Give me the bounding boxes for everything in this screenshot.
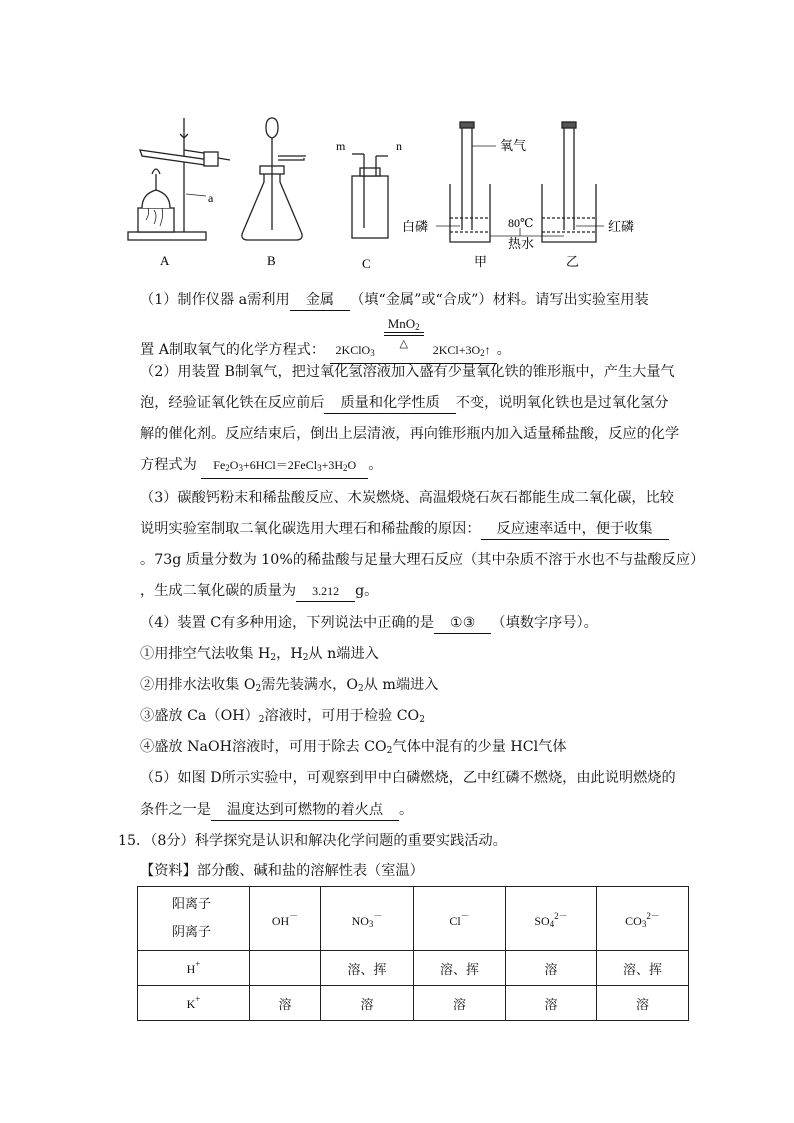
q2-line1: （2）用装置 B制氧气，把过氧化氢溶液加入盛有少量氧化铁的锥形瓶中，产生大量气 xyxy=(140,364,675,380)
table-cell: 溶、挥 xyxy=(597,951,689,986)
q5-answer: 温度达到可燃物的着火点 xyxy=(211,800,399,821)
table-cell: 溶 xyxy=(321,986,414,1021)
label-B: B xyxy=(267,253,276,268)
table-cell: 溶 xyxy=(597,986,689,1021)
apparatus-figure xyxy=(120,110,650,270)
anion-Cl: Cl－ xyxy=(414,887,506,951)
q2-line3: 解的催化剂。反应结束后，倒出上层清液，再向锥形瓶内加入适量稀盐酸，反应的化学 xyxy=(140,426,680,442)
q3-line3: 。73g 质量分数为 10%的稀盐酸与足量大理石反应（其中杂质不溶于水也不与盐酸反应） xyxy=(140,552,705,568)
q4-option-3: ③盛放 $Ca(OH)_2$溶液时，可用于检验 $CO_2$ xyxy=(140,708,425,725)
label-A: A xyxy=(160,253,170,268)
heat-symbol: △ xyxy=(399,338,408,350)
q1-answer-material: 金属 xyxy=(290,290,350,311)
q3-line4: ，生成二氧化碳的质量为 3.212 g。 xyxy=(140,581,378,602)
label-C: C xyxy=(362,256,371,270)
table-cell: 溶 xyxy=(506,986,597,1021)
cation-K: K+ xyxy=(138,986,250,1021)
label-oxygen: 氧气 xyxy=(500,138,527,153)
q3-answer-reason: 反应速率适中，便于收集 xyxy=(481,519,669,540)
material-title: 【资料】部分酸、碱和盐的溶解性表（室温） xyxy=(140,863,424,879)
q5-line2: 条件之一是 温度达到可燃物的着火点 。 xyxy=(140,800,413,821)
label-jia: 甲 xyxy=(474,254,488,269)
q15-heading: 15．（8分）科学探究是认识和解决化学问题的重要实践活动。 xyxy=(118,833,507,849)
label-white-phosphorus: 白磷 xyxy=(402,219,429,234)
table-row-H xyxy=(138,951,689,986)
apparatus-diagram xyxy=(120,110,650,270)
label-m: m xyxy=(336,139,346,153)
q5-line1: （5）如图 D所示实验中，可观察到甲中白磷燃烧，乙中红磷不燃烧，由此说明燃烧的 xyxy=(140,770,676,786)
table-cell: 溶 xyxy=(414,986,506,1021)
table-cell: 溶、挥 xyxy=(414,951,506,986)
q1-line2: 置 A制取氧气的化学方程式： 2KClO$_3$ MnO$_2$ △ $2KCl+3O_2↑$ 。 xyxy=(140,340,511,364)
q2-answer: 质量和化学性质 xyxy=(324,393,455,414)
anion-SO4: $SO_4^{2-}$ xyxy=(506,887,597,951)
apparatus-A xyxy=(128,118,230,240)
q2-line2: 泡，经验证氧化铁在反应前后 质量和化学性质 不变，说明氧化铁也是过氧化氢分 xyxy=(140,393,669,414)
table-cell: 溶 xyxy=(506,951,597,986)
apparatus-C xyxy=(352,154,388,238)
q4-line1: （4）装置 C有多种用途，下列说法中正确的是 ①③ （填数字序号）。 xyxy=(140,613,598,634)
q4-answer: ①③ xyxy=(434,613,491,634)
label-a: a xyxy=(208,191,214,205)
q3-line2: 说明实验室制取二氧化碳选用大理石和稀盐酸的原因： 反应速率适中，便于收集 xyxy=(140,519,669,540)
q4-option-4: ④盛放 NaOH溶液时，可用于除去 $CO_2$气体中混有的少量 HCl气体 xyxy=(140,739,567,756)
label-hot-water: 热水 xyxy=(508,236,535,251)
q2-equation-answer: $Fe_2O_3+6HCl=2FeCl_3+3H_2O$ xyxy=(201,455,368,479)
table-row-K xyxy=(138,986,689,1021)
anion-OH: OH－ xyxy=(250,887,321,951)
q1-equation-answer: 2KClO$_3$ MnO$_2$ △ $2KCl+3O_2↑$ xyxy=(330,340,497,364)
table-corner-cell: 阳离子 阴离子 xyxy=(138,887,250,951)
label-temperature: 80℃ xyxy=(508,216,534,230)
catalyst-label: MnO$_2$ xyxy=(387,316,420,332)
solubility-table xyxy=(137,886,689,1021)
q4-option-1: ①用排空气法收集 $H_2$，$H_2$从 n端进入 xyxy=(140,646,379,663)
anion-NO3: $NO_3^-$ xyxy=(321,887,414,951)
table-cell: 溶 xyxy=(250,986,321,1021)
q3-line1: （3）碳酸钙粉末和稀盐酸反应、木炭燃烧、高温煅烧石灰石都能生成二氧化碳，比较 xyxy=(140,490,674,506)
anion-CO3: $CO_3^{2-}$ xyxy=(597,887,689,951)
table-cell: 溶、挥 xyxy=(321,951,414,986)
cation-H: H+ xyxy=(138,951,250,986)
apparatus-B xyxy=(242,118,306,240)
label-n: n xyxy=(396,139,402,153)
q4-option-2: ②用排水法收集 $O_2$需先装满水，$O_2$从 m端进入 xyxy=(140,677,439,694)
label-yi: 乙 xyxy=(566,254,580,269)
table-header-row xyxy=(138,887,689,951)
table-cell xyxy=(250,951,321,986)
q3-answer-mass: 3.212 xyxy=(296,581,355,602)
label-red-phosphorus: 红磷 xyxy=(608,219,635,234)
q2-line4: 方程式为 $Fe_2O_3+6HCl=2FeCl_3+3H_2O$ 。 xyxy=(140,455,382,479)
q1-line1: （1）制作仪器 a需利用 金属 （填“金属”或“合成”）材料。请写出实验室用装 xyxy=(140,290,649,311)
